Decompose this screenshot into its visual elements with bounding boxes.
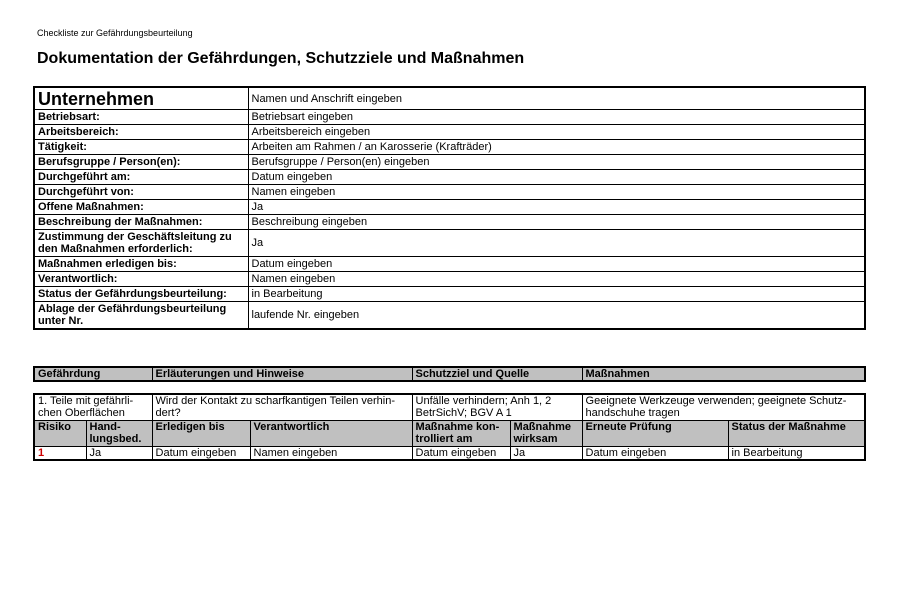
info-value-field[interactable]: Beschreibung eingeben: [248, 215, 865, 230]
hazard-detail-table: [33, 393, 866, 461]
hazard-header-bar: [33, 366, 866, 382]
info-label: Durchgeführt am:: [34, 170, 248, 185]
info-value-field[interactable]: Ja: [248, 230, 865, 257]
hazard-erlaeuterung: Wird der Kontakt zu scharfkantigen Teilen verhin-dert?: [152, 394, 412, 421]
measure-value-row: [34, 447, 865, 461]
measure-header-row: [34, 421, 865, 447]
info-value-field[interactable]: Namen eingeben: [248, 272, 865, 287]
info-value-field[interactable]: laufende Nr. eingeben: [248, 302, 865, 330]
col-header-erlaeuterungen: Erläuterungen und Hinweise: [152, 367, 412, 381]
kontrolliert-field[interactable]: Datum eingeben: [412, 447, 510, 461]
header-wirksam: Maßnahme wirksam: [510, 421, 582, 447]
info-row-berufsgruppe: [34, 155, 865, 170]
info-label: Verantwortlich:: [34, 272, 248, 287]
info-value-field[interactable]: Betriebsart eingeben: [248, 110, 865, 125]
info-row-arbeitsbereich: [34, 125, 865, 140]
info-value-field[interactable]: Datum eingeben: [248, 257, 865, 272]
info-row-unternehmen: [34, 87, 865, 110]
info-row-erledigen-bis: [34, 257, 865, 272]
info-value-field[interactable]: Namen und Anschrift eingeben: [248, 87, 865, 110]
page-title: Dokumentation der Gefährdungen, Schutzziele und Maßnahmen: [37, 50, 525, 67]
header-kontrolliert: Maßnahme kon-trolliert am: [412, 421, 510, 447]
header-risiko: Risiko: [34, 421, 86, 447]
info-row-betriebsart: [34, 110, 865, 125]
info-value-field[interactable]: Arbeitsbereich eingeben: [248, 125, 865, 140]
info-value-field[interactable]: in Bearbeitung: [248, 287, 865, 302]
info-label: Status der Gefährdungsbeurteilung:: [34, 287, 248, 302]
erneute-pruefung-field[interactable]: Datum eingeben: [582, 447, 728, 461]
info-label: Ablage der Gefährdungsbeurteilung unter Nr.: [34, 302, 248, 330]
info-label: Arbeitsbereich:: [34, 125, 248, 140]
info-label: Betriebsart:: [34, 110, 248, 125]
info-value-field[interactable]: Datum eingeben: [248, 170, 865, 185]
info-label: Zustimmung der Geschäftsleitung zu den Maßnahmen erforderlich:: [34, 230, 248, 257]
info-label: Beschreibung der Maßnahmen:: [34, 215, 248, 230]
info-row-zustimmung: [34, 230, 865, 257]
header-erneute-pruefung: Erneute Prüfung: [582, 421, 728, 447]
risk-value[interactable]: 1: [34, 447, 86, 461]
col-header-massnahmen: Maßnahmen: [582, 367, 865, 381]
info-label: Durchgeführt von:: [34, 185, 248, 200]
info-label: Tätigkeit:: [34, 140, 248, 155]
hazard-description-row: [34, 394, 865, 421]
col-header-gefaehrdung: Gefährdung: [34, 367, 152, 381]
verantwortlich-field[interactable]: Namen eingeben: [250, 447, 412, 461]
hazard-massnahmen[interactable]: Geeignete Werkzeuge verwenden; geeignete Schutz-handschuhe tragen: [582, 394, 865, 421]
col-header-schutzziel: Schutzziel und Quelle: [412, 367, 582, 381]
info-row-beschreibung: [34, 215, 865, 230]
info-value-field[interactable]: Berufsgruppe / Person(en) eingeben: [248, 155, 865, 170]
info-value-field[interactable]: Namen eingeben: [248, 185, 865, 200]
hazard-schutzziel: Unfälle verhindern; Anh 1, 2 BetrSichV; BGV A 1: [412, 394, 582, 421]
header-erledigen-bis: Erledigen bis: [152, 421, 250, 447]
wirksam-value[interactable]: Ja: [510, 447, 582, 461]
info-value-field[interactable]: Arbeiten am Rahmen / an Karosserie (Krafträder): [248, 140, 865, 155]
info-label: Offene Maßnahmen:: [34, 200, 248, 215]
info-row-verantwortlich: [34, 272, 865, 287]
status-value[interactable]: in Bearbeitung: [728, 447, 865, 461]
info-label: Unternehmen: [34, 87, 248, 110]
handlungsbed-value[interactable]: Ja: [86, 447, 152, 461]
info-label: Berufsgruppe / Person(en):: [34, 155, 248, 170]
document-label: Checkliste zur Gefährdungsbeurteilung: [37, 28, 193, 38]
info-row-taetigkeit: [34, 140, 865, 155]
info-label: Maßnahmen erledigen bis:: [34, 257, 248, 272]
erledigen-bis-field[interactable]: Datum eingeben: [152, 447, 250, 461]
info-row-status: [34, 287, 865, 302]
info-row-offene-massnahmen: [34, 200, 865, 215]
info-row-durchgefuehrt-von: [34, 185, 865, 200]
company-info-table: [33, 86, 866, 330]
hazard-gefaehrdung: 1. Teile mit gefährli-chen Oberflächen: [34, 394, 152, 421]
info-row-durchgefuehrt-am: [34, 170, 865, 185]
header-status: Status der Maßnahme: [728, 421, 865, 447]
info-row-ablage: [34, 302, 865, 330]
info-value-field[interactable]: Ja: [248, 200, 865, 215]
header-verantwortlich: Verantwortlich: [250, 421, 412, 447]
header-handlungsbed: Hand-lungsbed.: [86, 421, 152, 447]
